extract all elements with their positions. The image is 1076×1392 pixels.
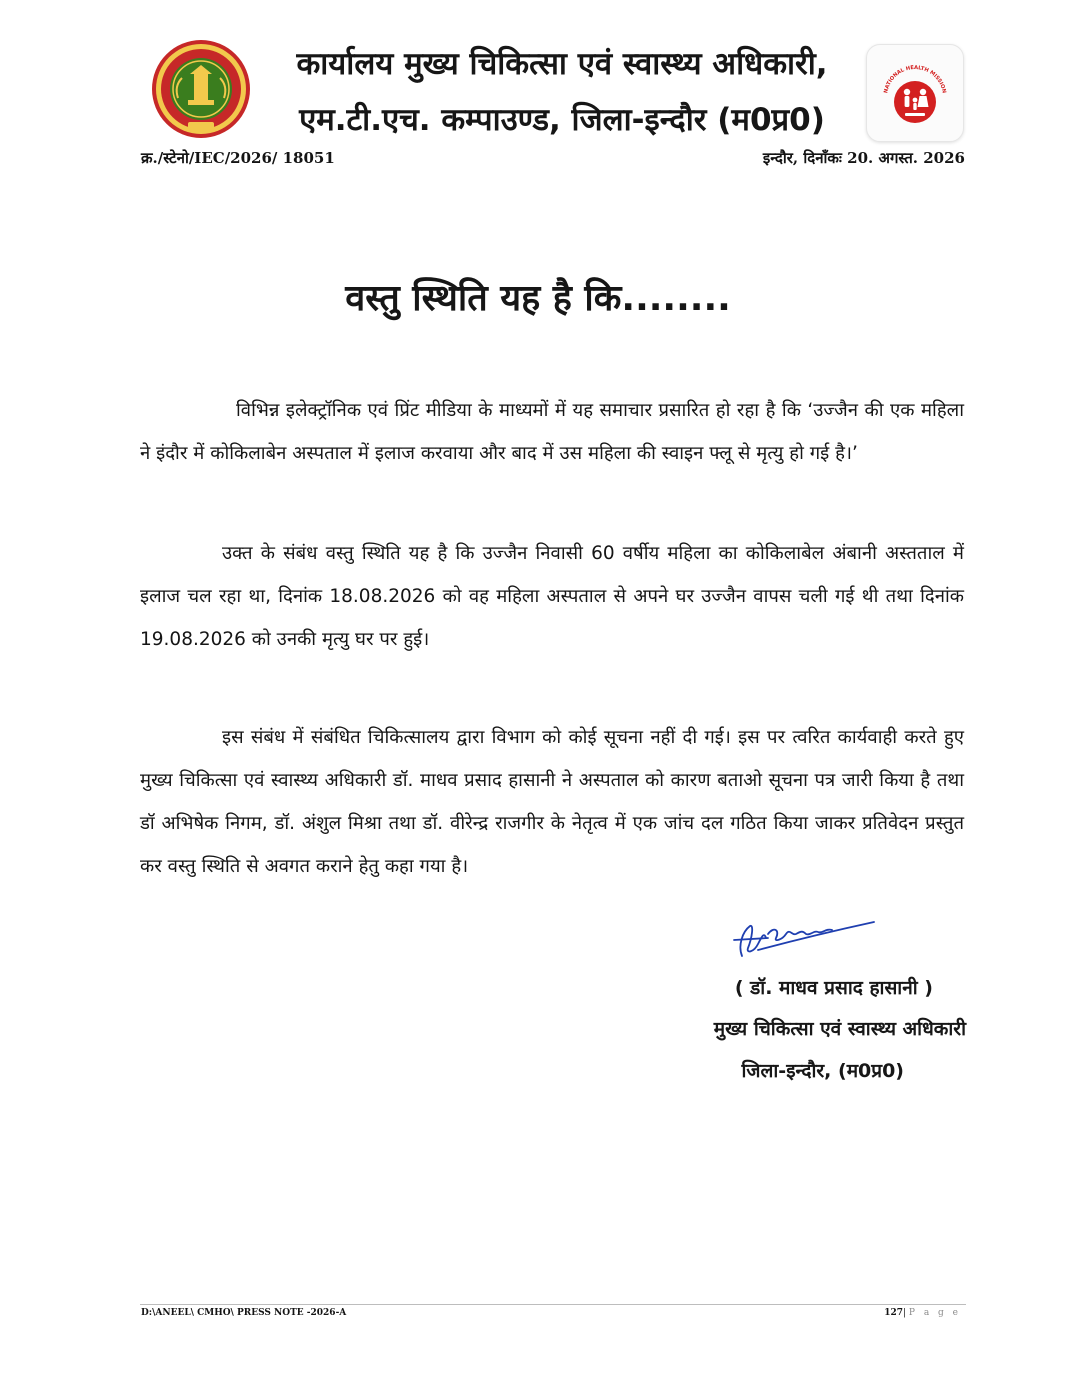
handwritten-signature	[728, 912, 878, 972]
nhm-logo-text: NATIONAL HEALTH MISSION	[883, 64, 947, 94]
office-title: कार्यालय मुख्य चिकित्सा एवं स्वास्थ्य अधिकारी,	[296, 46, 828, 82]
footer-page-separator: |	[902, 1308, 907, 1318]
body-paragraph-3: इस संबंध में संबंधित चिकित्सालय द्वारा विभाग को कोई सूचना नहीं दी गई। इस पर त्वरित कार्यवाही करते हुए मुख्य चिकित्सा एवं स्वास्थ्य अधिकारी डॉ. माधव प्रसाद हासानी ने अस्पताल को कारण बताओ सूचना पत्र जारी किया है तथा डॉ अभिषेक निगम, डॉ. अंशुल मिश्रा तथा डॉ. वीरेन्द्र राजगीर के नेतृत्व में एक जांच दल गठित किया जाकर प्रतिवेदन प्रस्तुत कर वस्तु स्थिति से अवगत कराने हेतु कहा गया है।	[140, 727, 964, 877]
office-address: एम.टी.एच. कम्पाउण्ड, जिला-इन्दौर (म0प्र0)	[299, 102, 825, 138]
nhm-logo	[866, 44, 964, 142]
reference-number: क्र./स्टेनो/IEC/2026/ 18051	[141, 149, 335, 167]
signatory-name: ( डॉ. माधव प्रसाद हासानी )	[734, 977, 933, 999]
footer-divider	[140, 1304, 966, 1305]
mp-emblem-logo	[150, 38, 252, 140]
issue-date: इन्दौर, दिनाँकः 20. अगस्त. 2026	[762, 149, 965, 167]
footer-file-path: D:\ANEEL\ CMHO\ PRESS NOTE -2026-A	[141, 1308, 347, 1318]
footer-page-word: P a g e	[908, 1308, 961, 1318]
footer-page-info	[884, 1308, 961, 1318]
body-paragraph-1: विभिन्न इलेक्ट्रॉनिक एवं प्रिंट मीडिया के माध्यमों में यह समाचार प्रसारित हो रहा है कि ‘उज्जैन की एक महिला ने इंदौर में कोकिलाबेन अस्पताल में इलाज करवाया और बाद में उस महिला की स्वाइन फ्लू से मृत्यु हो गई है।’	[140, 400, 964, 464]
document-title: वस्तु स्थिति यह है कि........	[345, 278, 731, 319]
signatory-designation: मुख्य चिकित्सा एवं स्वास्थ्य अधिकारी	[713, 1018, 966, 1040]
signatory-district: जिला-इन्दौर, (म0प्र0)	[741, 1060, 904, 1082]
body-paragraph-2: उक्त के संबंध वस्तु स्थिति यह है कि उज्जैन निवासी 60 वर्षीय महिला का कोकिलाबेल अंबानी अस्तताल में इलाज चल रहा था, दिनांक 18.08.2026 को वह महिला अस्पताल से अपने घर उज्जैन वापस चली गई थी तथा दिनांक 19.08.2026 को उनकी मृत्यु घर पर हुई।	[140, 543, 964, 650]
footer-page-number: 127	[884, 1308, 903, 1318]
